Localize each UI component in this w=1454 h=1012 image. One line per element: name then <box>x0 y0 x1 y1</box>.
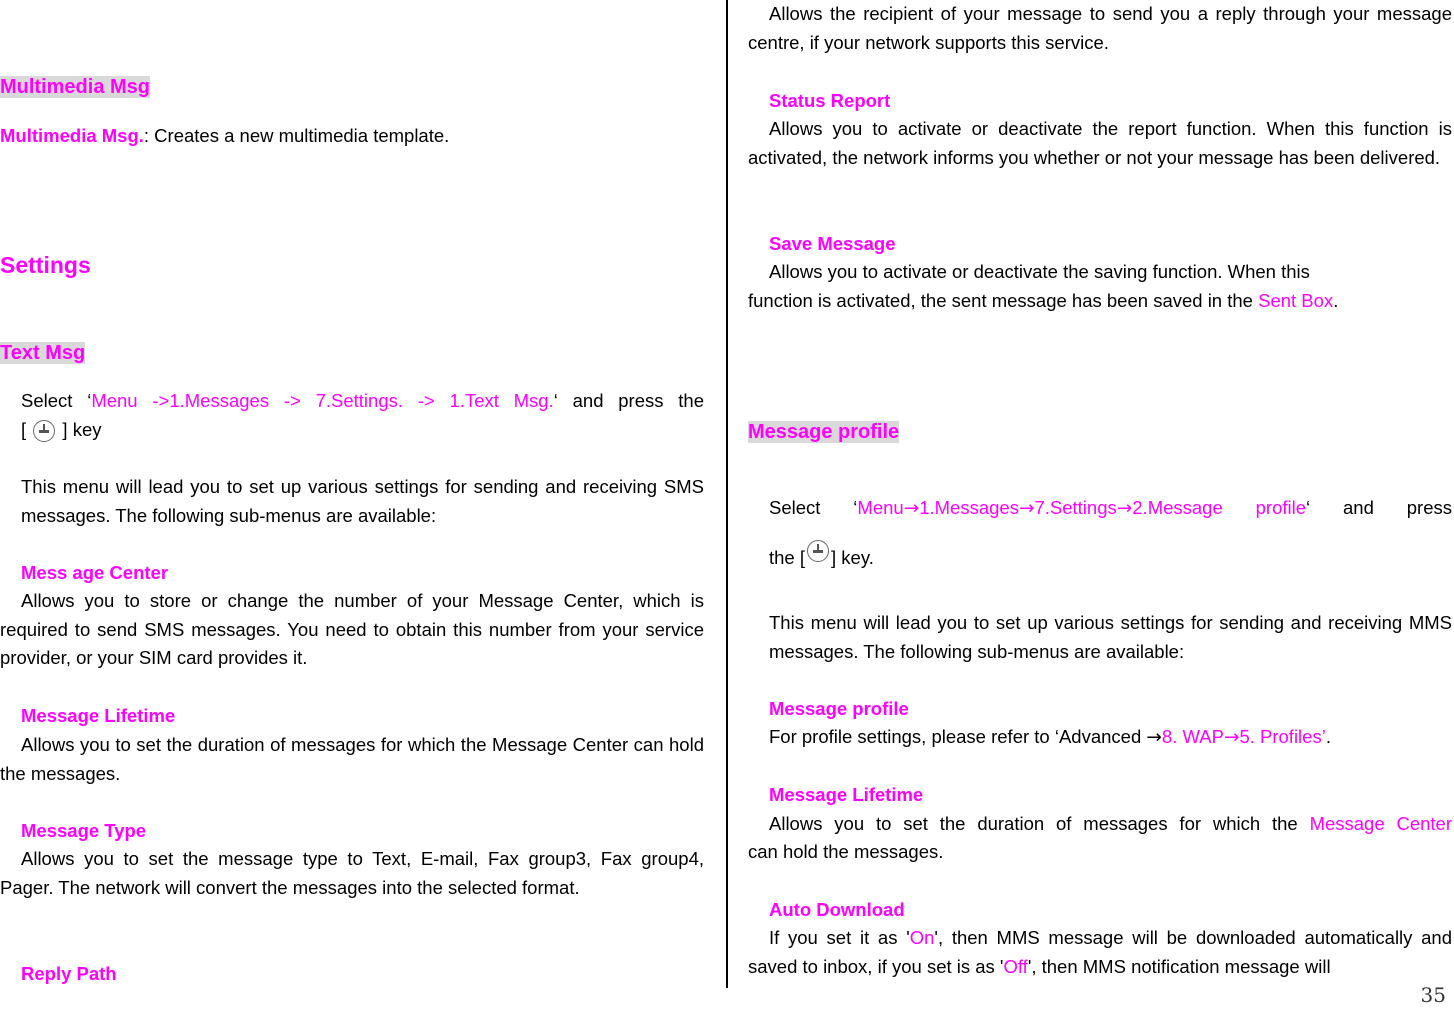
message-type-title: Message Type <box>21 820 147 841</box>
status-report-desc: Allows you to activate or deactivate the report function. When this function is activated, the network informs you whether or not your message has been delivered. <box>748 118 1452 168</box>
ok-key-icon <box>807 540 829 562</box>
auto-download-title: Auto Download <box>769 899 905 920</box>
save-message-desc-1: Allows you to activate or deactivate the saving function. When this <box>769 261 1310 282</box>
mms-message-lifetime-desc-1: Allows you to set the duration of messages for which the Message Center <box>769 813 1452 834</box>
save-message-title: Save Message <box>769 233 896 254</box>
ok-key-icon <box>33 420 55 442</box>
message-lifetime-desc: Allows you to set the duration of messages for which the Message Center can hold the messages. <box>0 734 704 784</box>
text-msg-select-line: Select ‘Menu ->1.Messages -> 7.Settings. -> 1.Text Msg.‘ and press the <box>21 390 704 411</box>
column-divider <box>726 0 728 988</box>
status-report-title: Status Report <box>769 90 891 111</box>
mms-message-lifetime-title: Message Lifetime <box>769 784 924 805</box>
multimedia-msg-line: Multimedia Msg.: Creates a new multimedia template. <box>0 125 450 146</box>
page-number: 35 <box>1420 983 1446 1008</box>
text-msg-heading: Text Msg <box>0 342 86 364</box>
message-profile-desc: For profile settings, please refer to ‘Advanced →8. WAP→5. Profiles’. <box>769 726 1331 748</box>
mms-message-lifetime-desc-2: can hold the messages. <box>748 841 944 862</box>
save-message-desc-2: function is activated, the sent message has been saved in the Sent Box. <box>748 290 1339 311</box>
multimedia-msg-heading: Multimedia Msg <box>0 76 151 98</box>
message-profile-select-line: Select ‘Menu→1.Messages→7.Settings→2.Message profile‘ and press <box>769 497 1452 519</box>
reply-path-desc: Allows the recipient of your message to send you a reply through your message centre, if your network supports this service. <box>748 3 1452 53</box>
message-profile-title: Message profile <box>769 698 909 719</box>
reply-path-title: Reply Path <box>21 963 117 984</box>
text-msg-intro: This menu will lead you to set up various settings for sending and receiving SMS messages. The following sub-menus are available: <box>21 476 704 526</box>
text-msg-key-line: [ ] key <box>21 419 102 440</box>
message-type-desc: Allows you to set the message type to Text, E-mail, Fax group3, Fax group4, Pager. The network will convert the messages into the selected format. <box>0 848 704 898</box>
settings-heading: Settings <box>0 252 91 278</box>
message-profile-intro: This menu will lead you to set up various settings for sending and receiving MMS messages. The following sub-menus are available: <box>769 612 1452 662</box>
message-profile-heading: Message profile <box>748 421 900 443</box>
auto-download-desc: If you set it as 'On', then MMS message will be downloaded automatically and saved to inbox, if you set is as 'Off', then MMS notification message will <box>748 927 1452 977</box>
message-center-desc: Allows you to store or change the number of your Message Center, which is required to send SMS messages. You need to obtain this number from your service provider, or your SIM card provides it. <box>0 590 704 669</box>
message-center-title: Mess age Center <box>21 562 169 583</box>
message-lifetime-title: Message Lifetime <box>21 705 176 726</box>
message-profile-key-line: the [ ] key. <box>748 540 874 573</box>
